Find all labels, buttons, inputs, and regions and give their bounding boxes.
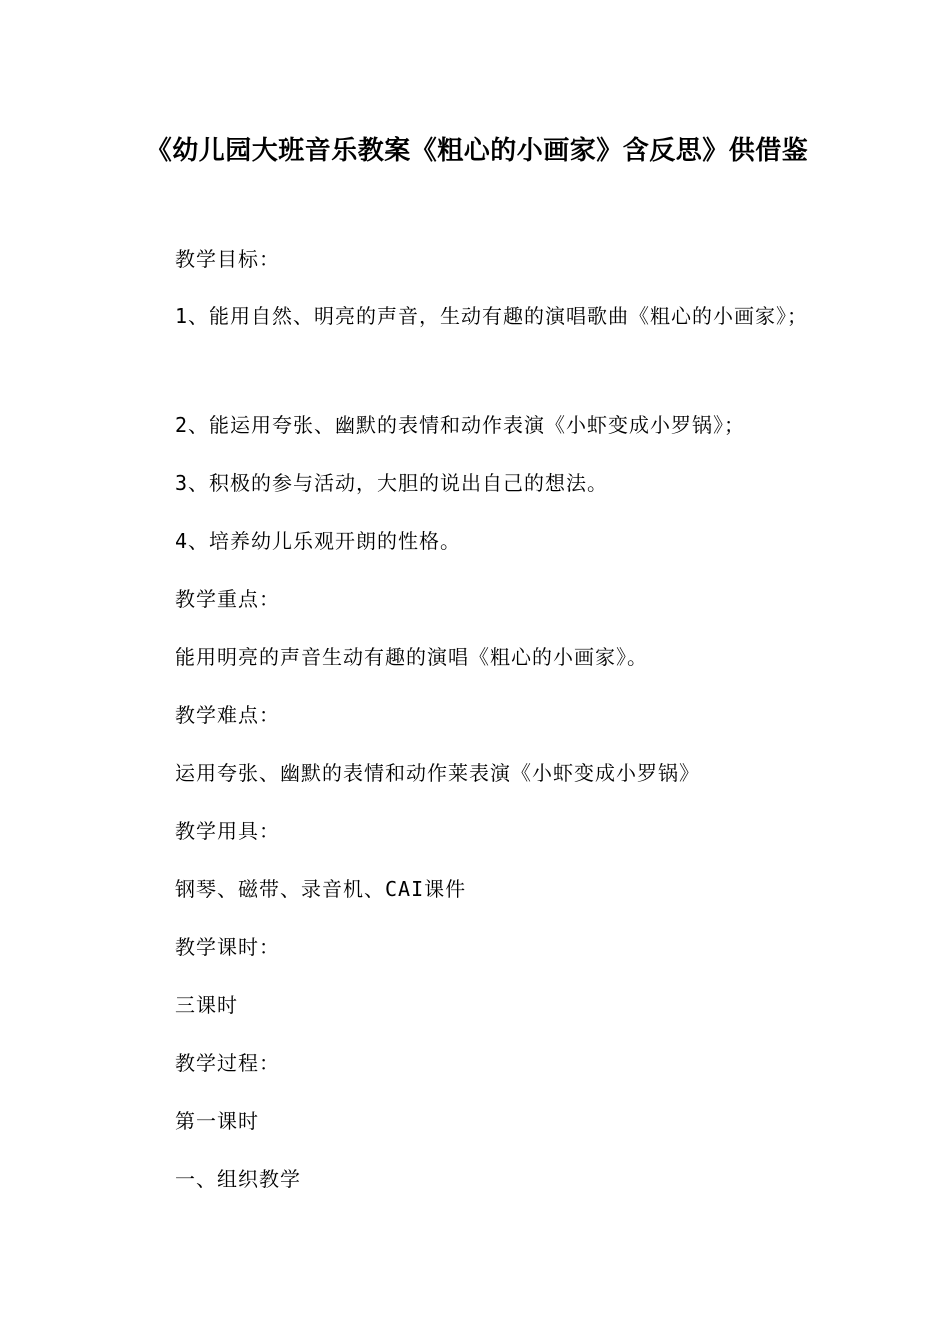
document-title: 《幼儿园大班音乐教案《粗心的小画家》含反思》供借鉴	[145, 136, 809, 166]
paragraph-periods-heading: 教学课时：	[175, 935, 280, 959]
paragraph-tools-heading: 教学用具：	[175, 819, 280, 843]
paragraph-teaching-goals-heading: 教学目标：	[175, 247, 280, 271]
paragraph-key-points-heading: 教学重点：	[175, 587, 280, 611]
paragraph-first-period: 第一课时	[175, 1109, 259, 1133]
paragraph-difficulties: 运用夸张、幽默的表情和动作莱表演《小虾变成小罗锅》	[175, 761, 700, 785]
paragraph-organize-teaching: 一、组织教学	[175, 1167, 301, 1191]
paragraph-key-points: 能用明亮的声音生动有趣的演唱《粗心的小画家》。	[175, 645, 648, 669]
paragraph-goal-3: 3、积极的参与活动，大胆的说出自己的想法。	[175, 471, 609, 495]
paragraph-periods: 三课时	[175, 993, 238, 1017]
paragraph-goal-2: 2、能运用夸张、幽默的表情和动作表演《小虾变成小罗锅》；	[175, 413, 746, 437]
paragraph-process-heading: 教学过程：	[175, 1051, 280, 1075]
paragraph-difficulties-heading: 教学难点：	[175, 703, 280, 727]
paragraph-tools: 钢琴、磁带、录音机、CAI课件	[175, 877, 467, 901]
paragraph-goal-1: 1、能用自然、明亮的声音，生动有趣的演唱歌曲《粗心的小画家》；	[175, 304, 809, 328]
paragraph-goal-4: 4、培养幼儿乐观开朗的性格。	[175, 529, 462, 553]
